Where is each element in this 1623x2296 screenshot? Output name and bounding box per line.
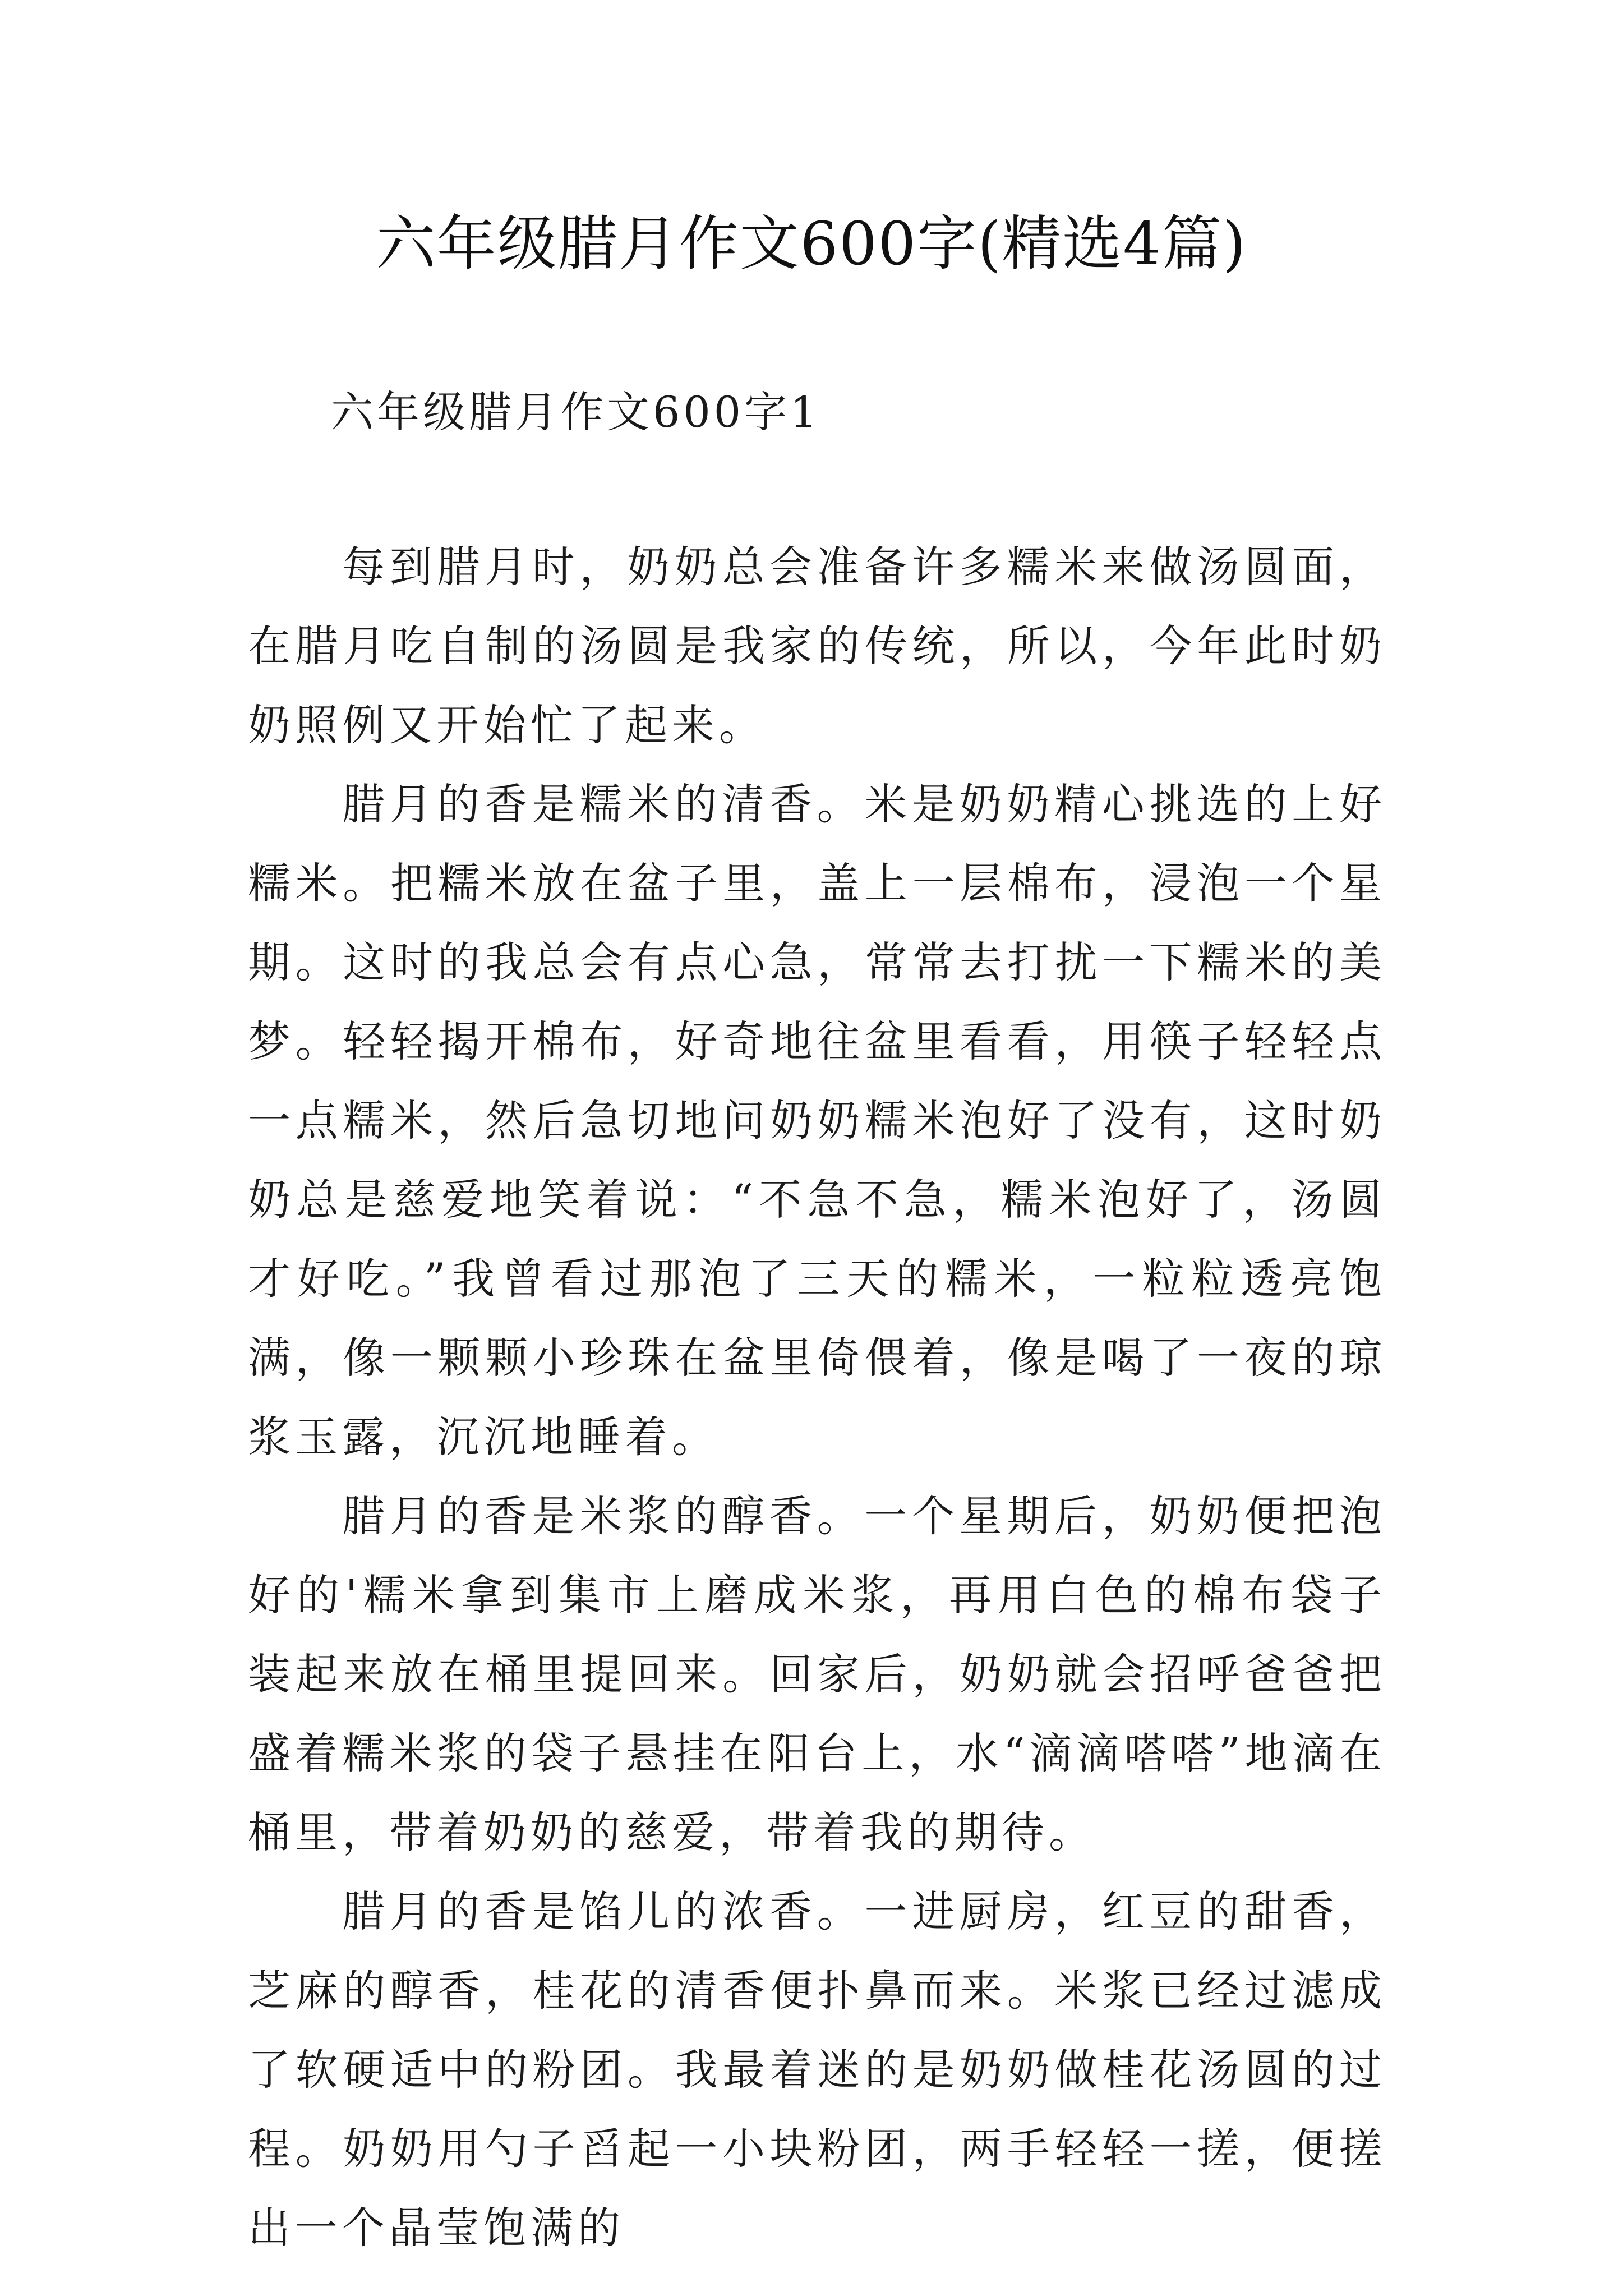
section-heading: 六年级腊月作文600字1 [331, 387, 821, 437]
document-title: 六年级腊月作文600字(精选4篇) [376, 209, 1247, 278]
paragraph-2: 腊月的香是糯米的清香。米是奶奶精心挑选的上好糯米。把糯米放在盆子里，盖上一层棉布，浸泡一个星期。这时的我总会有点心急，常常去打扰一下糯米的美梦。轻轻揭开棉布，好奇地往盆里看看，用筷子轻轻点一点糯米，然后急切地问奶奶糯米泡好了没有，这时奶奶总是慈爱地笑着说：“不急不急，糯米泡好了，汤圆才好吃。”我曾看过那泡了三天的糯米，一粒粒透亮饱满，像一颗颗小珍珠在盆里倚偎着，像是喝了一夜的琼浆玉露，沉沉地睡着。 [248, 779, 1386, 1462]
paragraph-4: 腊月的香是馅儿的浓香。一进厨房，红豆的甜香，芝麻的醇香，桂花的清香便扑鼻而来。米浆已经过滤成了软硬适中的粉团。我最着迷的是奶奶做桂花汤圆的过程。奶奶用勺子舀起一小块粉团，两手轻轻一搓，便搓出一个晶莹饱满的 [248, 1887, 1386, 2253]
essay-body [248, 527, 1386, 2267]
paragraph-3: 腊月的香是米浆的醇香。一个星期后，奶奶便把泡好的'糯米拿到集市上磨成米浆，再用白色的棉布袋子装起来放在桶里提回来。回家后，奶奶就会招呼爸爸把盛着糯米浆的袋子悬挂在阳台上，水“滴滴嗒嗒”地滴在桶里，带着奶奶的慈爱，带着我的期待。 [248, 1491, 1386, 1857]
paragraph-1: 每到腊月时，奶奶总会准备许多糯米来做汤圆面，在腊月吃自制的汤圆是我家的传统，所以，今年此时奶奶照例又开始忙了起来。 [248, 542, 1386, 750]
